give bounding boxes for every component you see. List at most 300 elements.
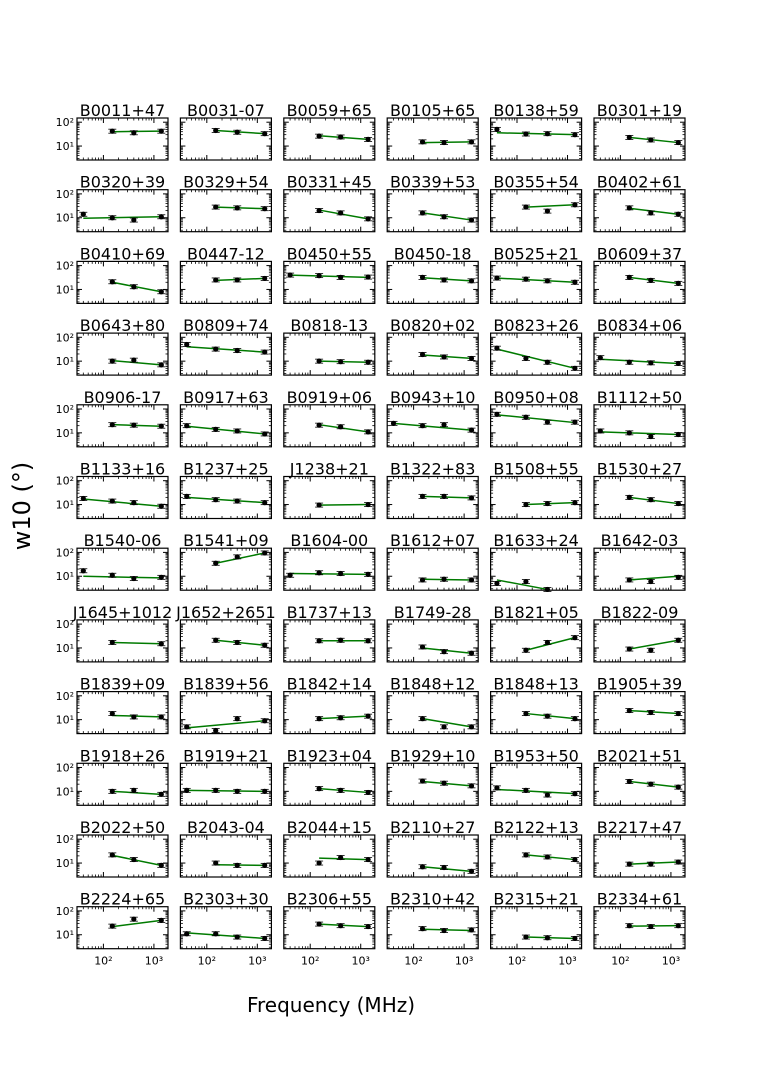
data-point [262, 550, 267, 555]
fit-line [216, 278, 265, 280]
panel-frame [77, 190, 168, 232]
panel-title: B1633+24 [493, 531, 579, 551]
data-point [494, 785, 499, 790]
panel [594, 316, 685, 375]
fit-line [526, 205, 575, 207]
data-point [545, 131, 550, 136]
panel-frame [77, 261, 168, 303]
data-point [523, 204, 528, 209]
panel [180, 101, 271, 160]
data-point [523, 356, 528, 361]
data-point [523, 131, 528, 136]
panel-title: B0031-07 [186, 101, 265, 120]
fit-line [290, 574, 368, 575]
fit-line [394, 423, 472, 430]
panel-frame [284, 692, 375, 734]
data-point [627, 577, 632, 582]
panel-frame [594, 477, 685, 519]
data-point [366, 216, 371, 221]
fit-line [423, 579, 472, 580]
panel-title: B1839+56 [183, 674, 269, 694]
panel [284, 101, 375, 160]
fit-line [497, 278, 575, 282]
panel-title: B1737+13 [286, 602, 373, 622]
data-point [131, 788, 136, 793]
data-point [317, 208, 322, 213]
panel-frame [284, 190, 375, 232]
panel [56, 603, 173, 662]
data-point [338, 638, 343, 643]
panel-frame [77, 763, 168, 805]
panel-frame [77, 118, 168, 160]
data-point [572, 716, 577, 721]
data-point [441, 494, 446, 499]
panel [387, 460, 478, 519]
panel-frame [594, 333, 685, 375]
panel [180, 173, 271, 232]
data-point [262, 643, 267, 648]
panel [594, 531, 685, 590]
data-point [441, 422, 446, 427]
data-point [317, 716, 322, 721]
data-point [627, 779, 632, 784]
fit-line [187, 347, 265, 352]
panel-frame [491, 118, 582, 160]
panel-title: B2043-04 [186, 818, 265, 837]
data-point [338, 134, 343, 139]
panel-frame [77, 835, 168, 877]
fit-line [319, 361, 368, 362]
data-point [131, 130, 136, 135]
data-point [262, 500, 267, 505]
panel-frame [387, 405, 478, 447]
data-point [110, 129, 115, 134]
data-point [262, 276, 267, 281]
panel [180, 316, 271, 375]
data-point [648, 497, 653, 502]
data-point [469, 139, 474, 144]
data-point [213, 497, 218, 502]
panel-title: J1645+1012 [72, 602, 173, 622]
panel-frame [594, 190, 685, 232]
panel-title: B0138+59 [493, 101, 579, 120]
panel-frame [594, 405, 685, 447]
data-point [648, 434, 653, 439]
panel [284, 244, 375, 303]
fit-line [526, 503, 575, 505]
panel-title: B2021+51 [596, 746, 683, 766]
panel-title: B1953+50 [493, 746, 579, 766]
data-point [441, 649, 446, 654]
data-point [523, 277, 528, 282]
panel-title: B1839+09 [79, 674, 166, 694]
data-point [627, 205, 632, 210]
data-point [213, 128, 218, 133]
data-point [110, 359, 115, 364]
panel [284, 531, 375, 590]
data-point [420, 423, 425, 428]
fit-line [423, 142, 472, 143]
panel-title: B1112+50 [596, 387, 683, 407]
data-point [159, 504, 164, 509]
data-point [545, 209, 550, 214]
data-point [469, 577, 474, 582]
fit-line [112, 282, 161, 291]
data-point [366, 274, 371, 279]
fit-line [497, 580, 548, 589]
data-point [572, 420, 577, 425]
data-point [262, 349, 267, 354]
panel-frame [180, 763, 271, 805]
fit-line [319, 505, 368, 506]
data-point [338, 210, 343, 215]
panel [284, 316, 375, 375]
y-tick-label: 10² [55, 474, 74, 488]
panel-title: B2044+15 [286, 818, 373, 837]
fit-line [112, 425, 161, 427]
fit-line [497, 349, 575, 368]
data-point [262, 431, 267, 436]
y-tick-label: 10² [55, 833, 74, 847]
data-point [366, 502, 371, 507]
panel [284, 818, 375, 877]
data-point [213, 638, 218, 643]
panel-frame [77, 548, 168, 590]
data-point [213, 561, 218, 566]
data-point [184, 724, 189, 729]
panel-frame [284, 477, 375, 519]
data-point [648, 278, 653, 283]
panel [594, 388, 685, 447]
data-point [235, 716, 240, 721]
panel [387, 746, 478, 805]
data-point [159, 863, 164, 868]
data-point [288, 272, 293, 277]
panel-title: B1541+09 [183, 531, 269, 551]
fit-line [319, 716, 368, 718]
panel [387, 101, 478, 160]
panel-title: B1642-03 [600, 531, 679, 551]
data-point [366, 638, 371, 643]
panel-title: B1530+27 [596, 459, 683, 479]
data-point [159, 129, 164, 134]
panel [387, 531, 478, 590]
data-point [420, 644, 425, 649]
panel-frame [284, 333, 375, 375]
data-point [545, 360, 550, 365]
panel-title: B0450+55 [286, 244, 373, 264]
data-point [131, 358, 136, 363]
panel [387, 675, 478, 734]
data-point [110, 215, 115, 220]
panel [284, 460, 375, 519]
panel-frame [387, 118, 478, 160]
y-tick-label: 10² [55, 761, 74, 775]
data-point [420, 210, 425, 215]
panel-frame [77, 620, 168, 662]
data-point [441, 354, 446, 359]
data-point [523, 648, 528, 653]
data-point [110, 852, 115, 857]
data-point [572, 132, 577, 137]
panel [284, 173, 375, 232]
data-point [648, 360, 653, 365]
panel [594, 173, 685, 232]
data-point [545, 420, 550, 425]
data-point [159, 289, 164, 294]
data-point [441, 214, 446, 219]
panel-frame [284, 261, 375, 303]
data-point [494, 127, 499, 132]
panel [56, 675, 168, 734]
panel-frame [387, 620, 478, 662]
data-point [131, 284, 136, 289]
panel [594, 603, 685, 662]
data-point [366, 572, 371, 577]
data-point [213, 347, 218, 352]
fit-line [112, 361, 161, 365]
panel-title: B1612+07 [389, 531, 476, 551]
panel [56, 101, 168, 160]
panel-frame [491, 548, 582, 590]
data-point [441, 724, 446, 729]
data-point [494, 275, 499, 280]
data-point [676, 711, 681, 716]
panel-frame [180, 261, 271, 303]
data-point [81, 496, 86, 501]
data-point [366, 714, 371, 719]
fit-line [112, 715, 161, 716]
data-point [110, 498, 115, 503]
data-point [235, 277, 240, 282]
panel-title: B1133+16 [79, 459, 166, 479]
panel [56, 316, 168, 375]
panel-frame [284, 835, 375, 877]
data-point [627, 360, 632, 365]
data-point [420, 494, 425, 499]
data-point [420, 275, 425, 280]
data-point [159, 362, 164, 367]
data-point [131, 576, 136, 581]
panel-frame [180, 190, 271, 232]
panel-title: B0059+65 [286, 101, 373, 120]
data-point [131, 423, 136, 428]
panel [180, 388, 271, 447]
data-point [572, 366, 577, 371]
data-point [338, 359, 343, 364]
panel-title: B0410+69 [79, 244, 166, 264]
y-tick-label: 10¹ [55, 498, 74, 512]
panel [594, 746, 685, 805]
fit-line [423, 355, 472, 358]
panel-frame [387, 333, 478, 375]
data-point [317, 502, 322, 507]
data-point [338, 275, 343, 280]
data-point [572, 635, 577, 640]
data-point [648, 137, 653, 142]
data-point [235, 554, 240, 559]
y-tick-label: 10² [55, 546, 74, 560]
data-point [469, 217, 474, 222]
panel [387, 316, 478, 375]
data-point [235, 789, 240, 794]
y-tick-label: 10¹ [55, 426, 74, 440]
data-point [159, 214, 164, 219]
data-point [523, 788, 528, 793]
data-point [545, 714, 550, 719]
data-point [676, 212, 681, 217]
data-point [572, 202, 577, 207]
data-point [420, 778, 425, 783]
panel-title: B0906-17 [83, 387, 162, 407]
data-point [317, 786, 322, 791]
panel-title: B0834+06 [596, 316, 683, 336]
y-tick-label: 10¹ [55, 355, 74, 369]
y-tick-label: 10¹ [55, 857, 74, 871]
panel-title: B1929+10 [389, 746, 476, 766]
y-tick-label: 10¹ [55, 283, 74, 297]
data-point [420, 577, 425, 582]
fit-line [497, 789, 575, 793]
panel [491, 531, 582, 592]
data-point [676, 501, 681, 506]
data-point [648, 648, 653, 653]
data-point [262, 131, 267, 136]
panel-title: B0809+74 [183, 316, 269, 336]
y-tick-label: 10¹ [55, 570, 74, 584]
panel-frame [387, 261, 478, 303]
data-point [523, 502, 528, 507]
data-point [420, 139, 425, 144]
panel-title: B1918+26 [79, 746, 166, 766]
panel-title: B1822-09 [600, 602, 679, 622]
data-point [213, 728, 218, 733]
panel-title: B1604-00 [290, 531, 369, 551]
panel-frame [387, 692, 478, 734]
y-tick-label: 10¹ [55, 713, 74, 727]
data-point [159, 792, 164, 797]
panel [56, 818, 168, 877]
data-point [131, 500, 136, 505]
data-point [262, 718, 267, 723]
fit-line [600, 432, 678, 435]
panel-title: B0609+37 [596, 244, 683, 264]
y-tick-label: 10² [55, 689, 74, 703]
data-point [676, 140, 681, 145]
fit-line [187, 721, 265, 728]
data-point [338, 715, 343, 720]
data-point [110, 422, 115, 427]
panel-title: B1540-06 [83, 531, 162, 551]
data-point [317, 638, 322, 643]
panel [180, 531, 271, 590]
y-tick-label: 10² [55, 331, 74, 345]
y-tick-label: 10² [55, 187, 74, 201]
data-point [213, 860, 218, 865]
data-point [391, 421, 396, 426]
data-point [159, 714, 164, 719]
panel-title: B0643+80 [79, 316, 166, 336]
data-point [469, 724, 474, 729]
panel-title: B0450-18 [393, 244, 472, 264]
data-point [131, 217, 136, 222]
panel-title: J1652+2651 [176, 602, 276, 622]
fit-line [290, 275, 368, 277]
data-point [469, 495, 474, 500]
data-point [110, 711, 115, 716]
data-point [317, 134, 322, 139]
data-point [648, 210, 653, 215]
panel-title: B1919+21 [183, 746, 269, 766]
data-point [494, 346, 499, 351]
data-point [338, 788, 343, 793]
data-point [627, 275, 632, 280]
panel-title: B0339+53 [389, 172, 476, 192]
fit-line [497, 133, 575, 135]
y-tick-label: 10¹ [55, 211, 74, 225]
panel [387, 388, 478, 447]
panel-frame [77, 333, 168, 375]
y-tick-label: 10² [55, 259, 74, 273]
panel [491, 316, 582, 375]
fit-line [112, 791, 161, 794]
panel-frame [491, 477, 582, 519]
panel-frame [77, 692, 168, 734]
data-point [317, 423, 322, 428]
fit-line [187, 426, 265, 434]
fit-line [423, 648, 472, 653]
panel [387, 173, 478, 232]
panel-title: B0331+45 [286, 172, 373, 192]
fit-line [319, 425, 368, 432]
panel-frame [284, 763, 375, 805]
data-point [131, 857, 136, 862]
data-point [545, 792, 550, 797]
data-point [235, 640, 240, 645]
panel-title: B0447-12 [186, 244, 265, 264]
data-point [648, 579, 653, 584]
data-point [110, 279, 115, 284]
panel-frame [491, 692, 582, 734]
panel-title: B1848+12 [389, 674, 476, 694]
panel-title: B0818-13 [290, 316, 369, 336]
panel [56, 244, 168, 303]
fit-line [216, 130, 265, 133]
data-point [262, 206, 267, 211]
panel-frame [180, 835, 271, 877]
panel [180, 675, 271, 734]
panel [387, 603, 478, 662]
panel-title: J1238+21 [289, 459, 369, 479]
data-point [131, 714, 136, 719]
panel-title: B1848+13 [493, 674, 579, 694]
data-point [235, 863, 240, 868]
data-point [627, 135, 632, 140]
panel-title: B0301+19 [596, 101, 683, 120]
panel [491, 675, 582, 734]
panel-title: B0402+61 [596, 172, 683, 192]
fit-line [112, 855, 161, 865]
data-point [81, 568, 86, 573]
y-tick-label: 10² [55, 116, 74, 130]
fit-line [83, 499, 161, 506]
data-point [213, 427, 218, 432]
panel-frame [594, 763, 685, 805]
panel [594, 244, 685, 303]
panel [387, 244, 478, 303]
data-point [110, 789, 115, 794]
data-point [545, 640, 550, 645]
